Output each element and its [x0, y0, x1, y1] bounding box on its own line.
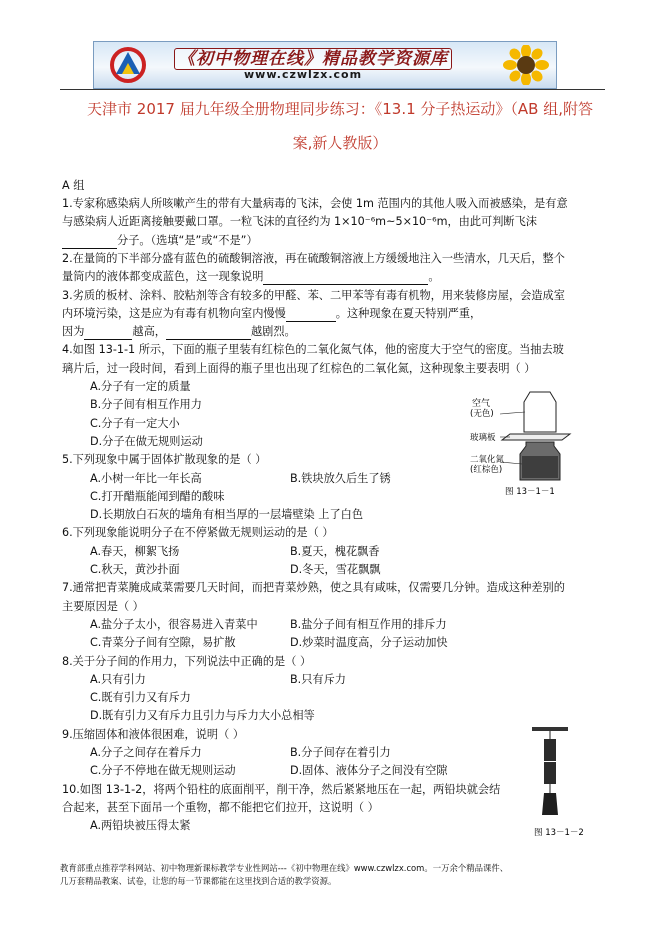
answer-blank[interactable]	[286, 309, 336, 322]
line-text: 3.劣质的板材、涂料、胶粘剂等含有较多的甲醛、苯、二甲苯等有毒有机物，用来装修房屋，会造成室	[62, 288, 565, 302]
line-text: 8.关于分子间的作用力，下列说法中正确的是（ ）	[62, 654, 312, 668]
text-line	[90, 616, 258, 633]
option-column-2: B.夏天，槐花飘香	[290, 544, 380, 558]
label-glass: 玻璃板	[470, 433, 496, 443]
header-banner	[93, 41, 557, 89]
line-text: 合起来，甚至下面吊一个重物，都不能把它们拉开，这说明（ ）	[62, 800, 379, 814]
text-line	[90, 744, 202, 761]
line-text: 2.在量筒的下半部分盛有蓝色的硫酸铜溶液，再在硫酸铜溶液上方缓缓地注入一些清水，几天后，整个	[62, 251, 565, 265]
label-no2-sub: (红棕色)	[470, 465, 503, 475]
line-text: 10.如图 13-1-2，将两个铅柱的底面削平，削干净，然后紧紧地压在一起，两铅块就会结	[62, 782, 501, 796]
answer-blank[interactable]	[84, 327, 132, 340]
sunflower-icon	[502, 45, 550, 85]
line-text: 量筒内的液体都变成蓝色，这一现象说明	[62, 270, 264, 284]
text-line	[90, 488, 224, 505]
line-text: C.青菜分子间有空隙，易扩散	[90, 636, 236, 650]
text-line	[90, 470, 202, 487]
line-text: 4.如图 13-1-1 所示，下面的瓶子里装有红棕色的二氧化氮气体，他的密度大于空气的密度。当抽去玻	[62, 343, 564, 357]
line-text: C.既有引力又有斥力	[90, 691, 191, 705]
text-line	[62, 232, 258, 249]
line-text: 主要原因是（ ）	[62, 599, 144, 613]
glass-plate	[502, 434, 570, 440]
text-line	[90, 634, 236, 651]
line-text: A.春天，柳絮飞扬	[90, 544, 180, 558]
text-line	[62, 653, 311, 670]
line-text: 分子。（选填“是”或“不是”）	[117, 233, 258, 247]
label-no2: 二氧化氮	[470, 455, 505, 465]
site-logo-icon	[108, 46, 148, 84]
text-line	[90, 396, 202, 413]
line-text: A.小树一年比一年长高	[90, 471, 202, 485]
section-heading: A 组	[62, 179, 85, 192]
line-text: 与感染病人近距离接触要戴口罩。一粒飞沫的直径约为 1×10⁻⁶m~5×10⁻⁶m，由此可判断飞沫	[62, 215, 537, 229]
option-column-2: D.冬天，雪花飘飘	[290, 563, 381, 576]
text-line	[62, 799, 379, 816]
line-text-tail: 。这种现象在夏天特别严重，	[335, 306, 482, 320]
line-text-tail: 越高，	[132, 325, 166, 339]
text-line	[62, 781, 500, 798]
text-line	[62, 195, 568, 212]
line-text: C.分子不停地在做无规则运动	[90, 764, 236, 778]
text-line	[62, 323, 296, 340]
header-divider	[60, 89, 605, 90]
text-line	[62, 268, 440, 285]
text-line	[90, 415, 180, 432]
footer-line-2: 几万套精品教案、试卷，让您的每一节课都能在这里找到合适的教学资源。	[60, 875, 337, 886]
line-text: A.两铅块被压得太紧	[90, 819, 191, 833]
line-text: 因为	[62, 325, 85, 339]
text-line	[90, 506, 363, 523]
option-column-2: B.只有斥力	[290, 672, 346, 686]
line-text: B.分子间有相互作用力	[90, 398, 202, 412]
page-footer	[60, 862, 620, 887]
line-text: C.分子有一定大小	[90, 416, 180, 430]
option-column-2: B.分子间存在着引力	[290, 746, 391, 759]
lead-cylinder-upper	[544, 739, 556, 761]
line-text-tail: 越剧烈。	[250, 325, 296, 339]
text-line	[90, 378, 191, 395]
text-line	[90, 561, 180, 578]
text-line	[90, 817, 191, 834]
line-text: C.秋天，黄沙扑面	[90, 563, 180, 576]
text-line	[62, 451, 266, 468]
document-title-line1: 天津市 2017 届九年级全册物理同步练习：《13.1 分子热运动》（AB 组,附答	[87, 100, 593, 118]
text-line	[90, 671, 146, 688]
line-text: 璃片后，过一段时间，看到上面得的瓶子里也出现了红棕色的二氧化氮，这种现象主要表明（ ）	[62, 361, 536, 375]
figure-13-1-2	[522, 725, 592, 843]
label-air: 空气	[472, 399, 491, 409]
banner-url: www.czwlzx.com	[244, 68, 363, 81]
line-text: C.打开醋瓶能闻到醋的酸味	[90, 489, 225, 503]
line-text: D.既有引力又有斥力且引力与斥力大小总相等	[90, 709, 315, 723]
line-text: 6.下列现象能说明分子在不停紧做无规则运动的是（ ）	[62, 526, 334, 540]
line-text: A.分子有一定的质量	[90, 380, 191, 393]
support-bar	[532, 727, 568, 731]
line-text: 内环境污染，这是应为有毒有机物向室内慢慢	[62, 306, 286, 320]
line-text: 9.压缩固体和液体很困难，说明（ ）	[62, 727, 245, 741]
text-line	[62, 341, 564, 358]
answer-blank[interactable]	[166, 327, 251, 340]
option-column-2: B.盐分子间有相互作用的排斥力	[290, 617, 447, 631]
line-text: A.分子之间存在着斥力	[90, 746, 202, 759]
text-line	[62, 524, 334, 541]
no2-gas	[522, 456, 558, 478]
upper-jar	[524, 392, 556, 432]
text-line	[62, 579, 565, 596]
label-air-sub: (无色)	[470, 409, 494, 419]
figure-13-1-1	[470, 388, 590, 498]
text-line	[62, 726, 244, 743]
line-text: D.分子在做无规则运动	[90, 434, 203, 448]
option-column-2: D.炒菜时温度高，分子运动加快	[290, 636, 448, 650]
text-line	[62, 305, 481, 322]
line-text: A.只有引力	[90, 672, 146, 686]
banner-title: 《初中物理在线》精品教学资源库	[174, 44, 452, 69]
text-line	[62, 360, 535, 377]
text-line	[62, 250, 565, 267]
answer-blank[interactable]	[62, 236, 117, 249]
option-column-2: B.铁块放久后生了锈	[290, 471, 391, 485]
text-line	[90, 433, 203, 450]
option-column-2: D.固体、液体分子之间没有空隙	[290, 764, 448, 778]
text-line	[90, 707, 315, 724]
figure-caption-2: 图 13－1－2	[534, 828, 584, 838]
footer-line-1: 教育部重点推荐学科网站、初中物理新课标教学专业性网站---《初中物理在线》www.czwlzx.com。一万余个精品课件、	[60, 863, 509, 873]
text-line	[90, 689, 191, 706]
line-text-tail: 。	[428, 270, 440, 284]
text-line	[90, 543, 179, 560]
document-title-line2: 案,新人教版）	[292, 134, 388, 152]
answer-blank[interactable]	[263, 272, 428, 285]
line-text: 7.通常把青菜腌成咸菜需要几天时间，而把青菜炒熟，使之具有咸味，仅需要几分钟。造成这种差别的	[62, 581, 565, 595]
line-text: A.盐分子太小，很容易进入青菜中	[90, 617, 258, 631]
line-text: 5.下列现象中属于固体扩散现象的是（ ）	[62, 453, 267, 467]
text-line	[62, 287, 565, 304]
hanging-weight	[542, 793, 558, 815]
text-line	[90, 762, 236, 779]
text-line	[62, 213, 537, 230]
text-line	[62, 598, 144, 615]
lead-cylinder-lower	[544, 762, 556, 784]
line-text: D.长期放白石灰的墙角有相当厚的一层墙壁染 上了白色	[90, 508, 364, 522]
figure-caption-1: 图 13－1－1	[505, 487, 555, 497]
line-text: 1.专家称感染病人所咳嗽产生的带有大量病毒的飞沫，会使 1m 范围内的其他人吸入而被感染，是有意	[62, 197, 568, 210]
